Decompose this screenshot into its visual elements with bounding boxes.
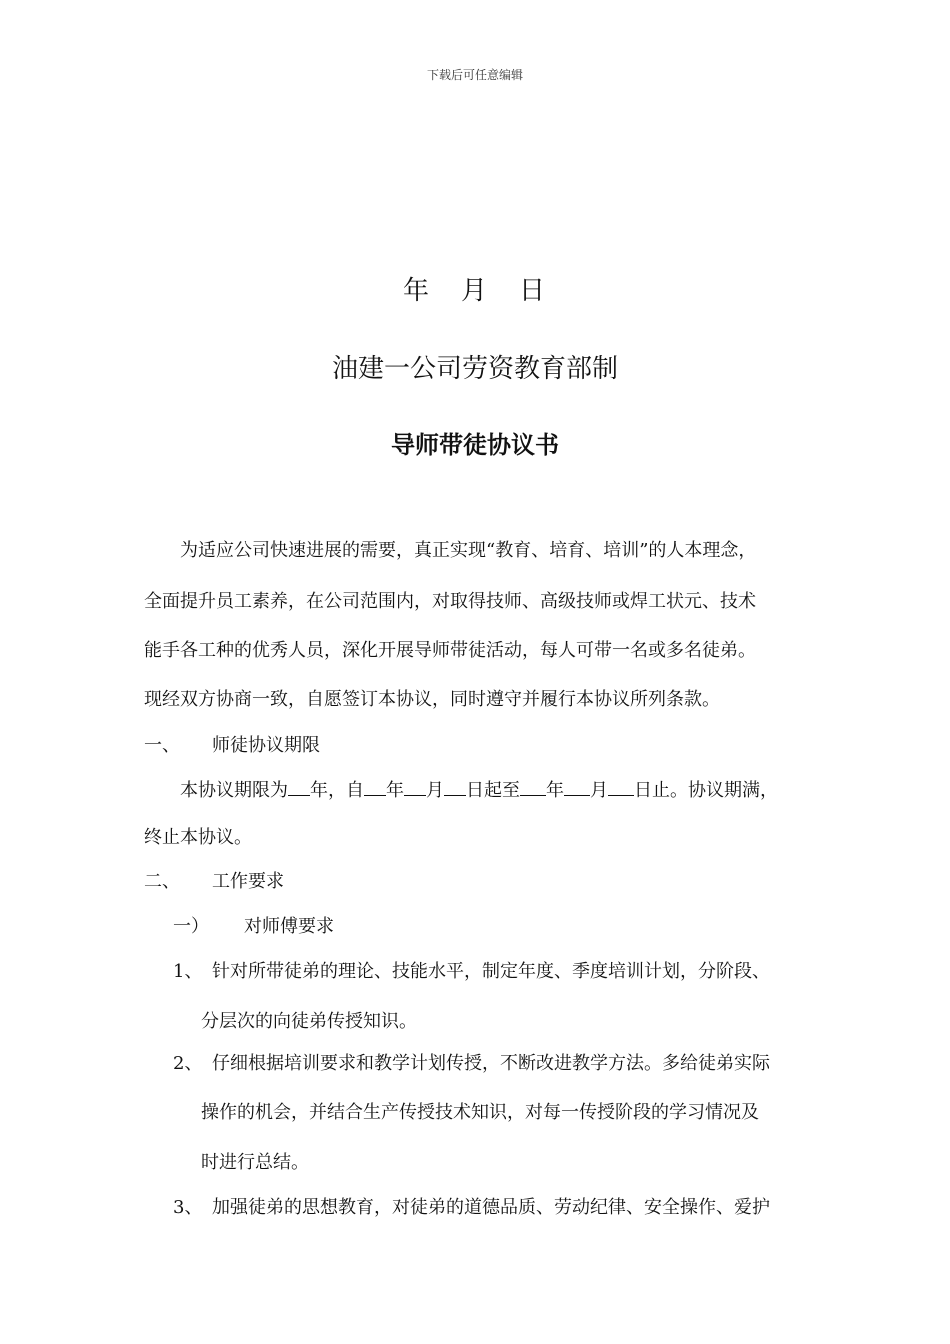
term-years-blank — [288, 777, 310, 796]
item-2-number: 2、 — [173, 1053, 203, 1074]
section-2-number: 二、 — [144, 871, 180, 892]
end-day-blank — [608, 777, 634, 796]
end-month-blank — [564, 777, 590, 796]
subsection-1-number: 一） — [173, 916, 209, 937]
item-1-number: 1、 — [173, 961, 203, 982]
term-text-5: 日起至 — [466, 780, 520, 801]
item-3-line-1: 加强徒弟的思想教育，对徒弟的道德品质、劳动纪律、安全操作、爱护 — [212, 1197, 770, 1218]
term-text-4: 月 — [426, 780, 444, 801]
agreement-term-line — [180, 777, 778, 801]
intro-line-2: 全面提升员工素养，在公司范围内，对取得技师、高级技师或焊工状元、技术 — [144, 591, 756, 612]
start-month-blank — [404, 777, 426, 796]
item-3-number: 3、 — [173, 1197, 203, 1218]
date-day: 日 — [519, 276, 548, 306]
term-text-1: 本协议期限为 — [180, 780, 288, 801]
item-2-line-2: 操作的机会，并结合生产传授技术知识，对每一传授阶段的学习情况及 — [201, 1102, 759, 1123]
term-text-6: 年 — [546, 780, 564, 801]
term-text-8: 日止。协议期满， — [634, 780, 778, 801]
start-year-blank — [364, 777, 386, 796]
item-2-line-3: 时进行总结。 — [201, 1152, 309, 1173]
section-2-heading: 工作要求 — [212, 871, 284, 892]
section-1-number: 一、 — [144, 735, 180, 756]
term-text-7: 月 — [590, 780, 608, 801]
intro-line-3: 能手各工种的优秀人员，深化开展导师带徒活动，每人可带一名或多名徒弟。 — [144, 640, 756, 661]
date-line — [0, 270, 950, 307]
header-note: 下载后可任意编辑 — [426, 68, 523, 82]
start-day-blank — [444, 777, 466, 796]
section-1-heading: 师徒协议期限 — [212, 735, 320, 756]
item-2-line-1: 仔细根据培训要求和教学计划传授，不断改进教学方法。多给徒弟实际 — [212, 1053, 770, 1074]
term-text-2: 年，自 — [310, 780, 364, 801]
subsection-1-heading: 对师傅要求 — [244, 916, 334, 937]
date-month: 月 — [460, 276, 489, 306]
item-1-line-1: 针对所带徒弟的理论、技能水平，制定年度、季度培训计划，分阶段、 — [212, 961, 770, 982]
department-line: 油建一公司劳资教育部制 — [331, 354, 618, 384]
term-text-3: 年 — [386, 780, 404, 801]
item-1-line-2: 分层次的向徒弟传授知识。 — [201, 1011, 417, 1032]
end-year-blank — [520, 777, 546, 796]
date-year: 年 — [402, 276, 431, 306]
agreement-term-line-2: 终止本协议。 — [144, 827, 252, 848]
document-title: 导师带徒协议书 — [391, 430, 559, 459]
intro-line-4: 现经双方协商一致，自愿签订本协议，同时遵守并履行本协议所列条款。 — [144, 689, 720, 710]
intro-line-1: 为适应公司快速进展的需要，真正实现“教育、培育、培训”的人本理念， — [180, 540, 757, 561]
